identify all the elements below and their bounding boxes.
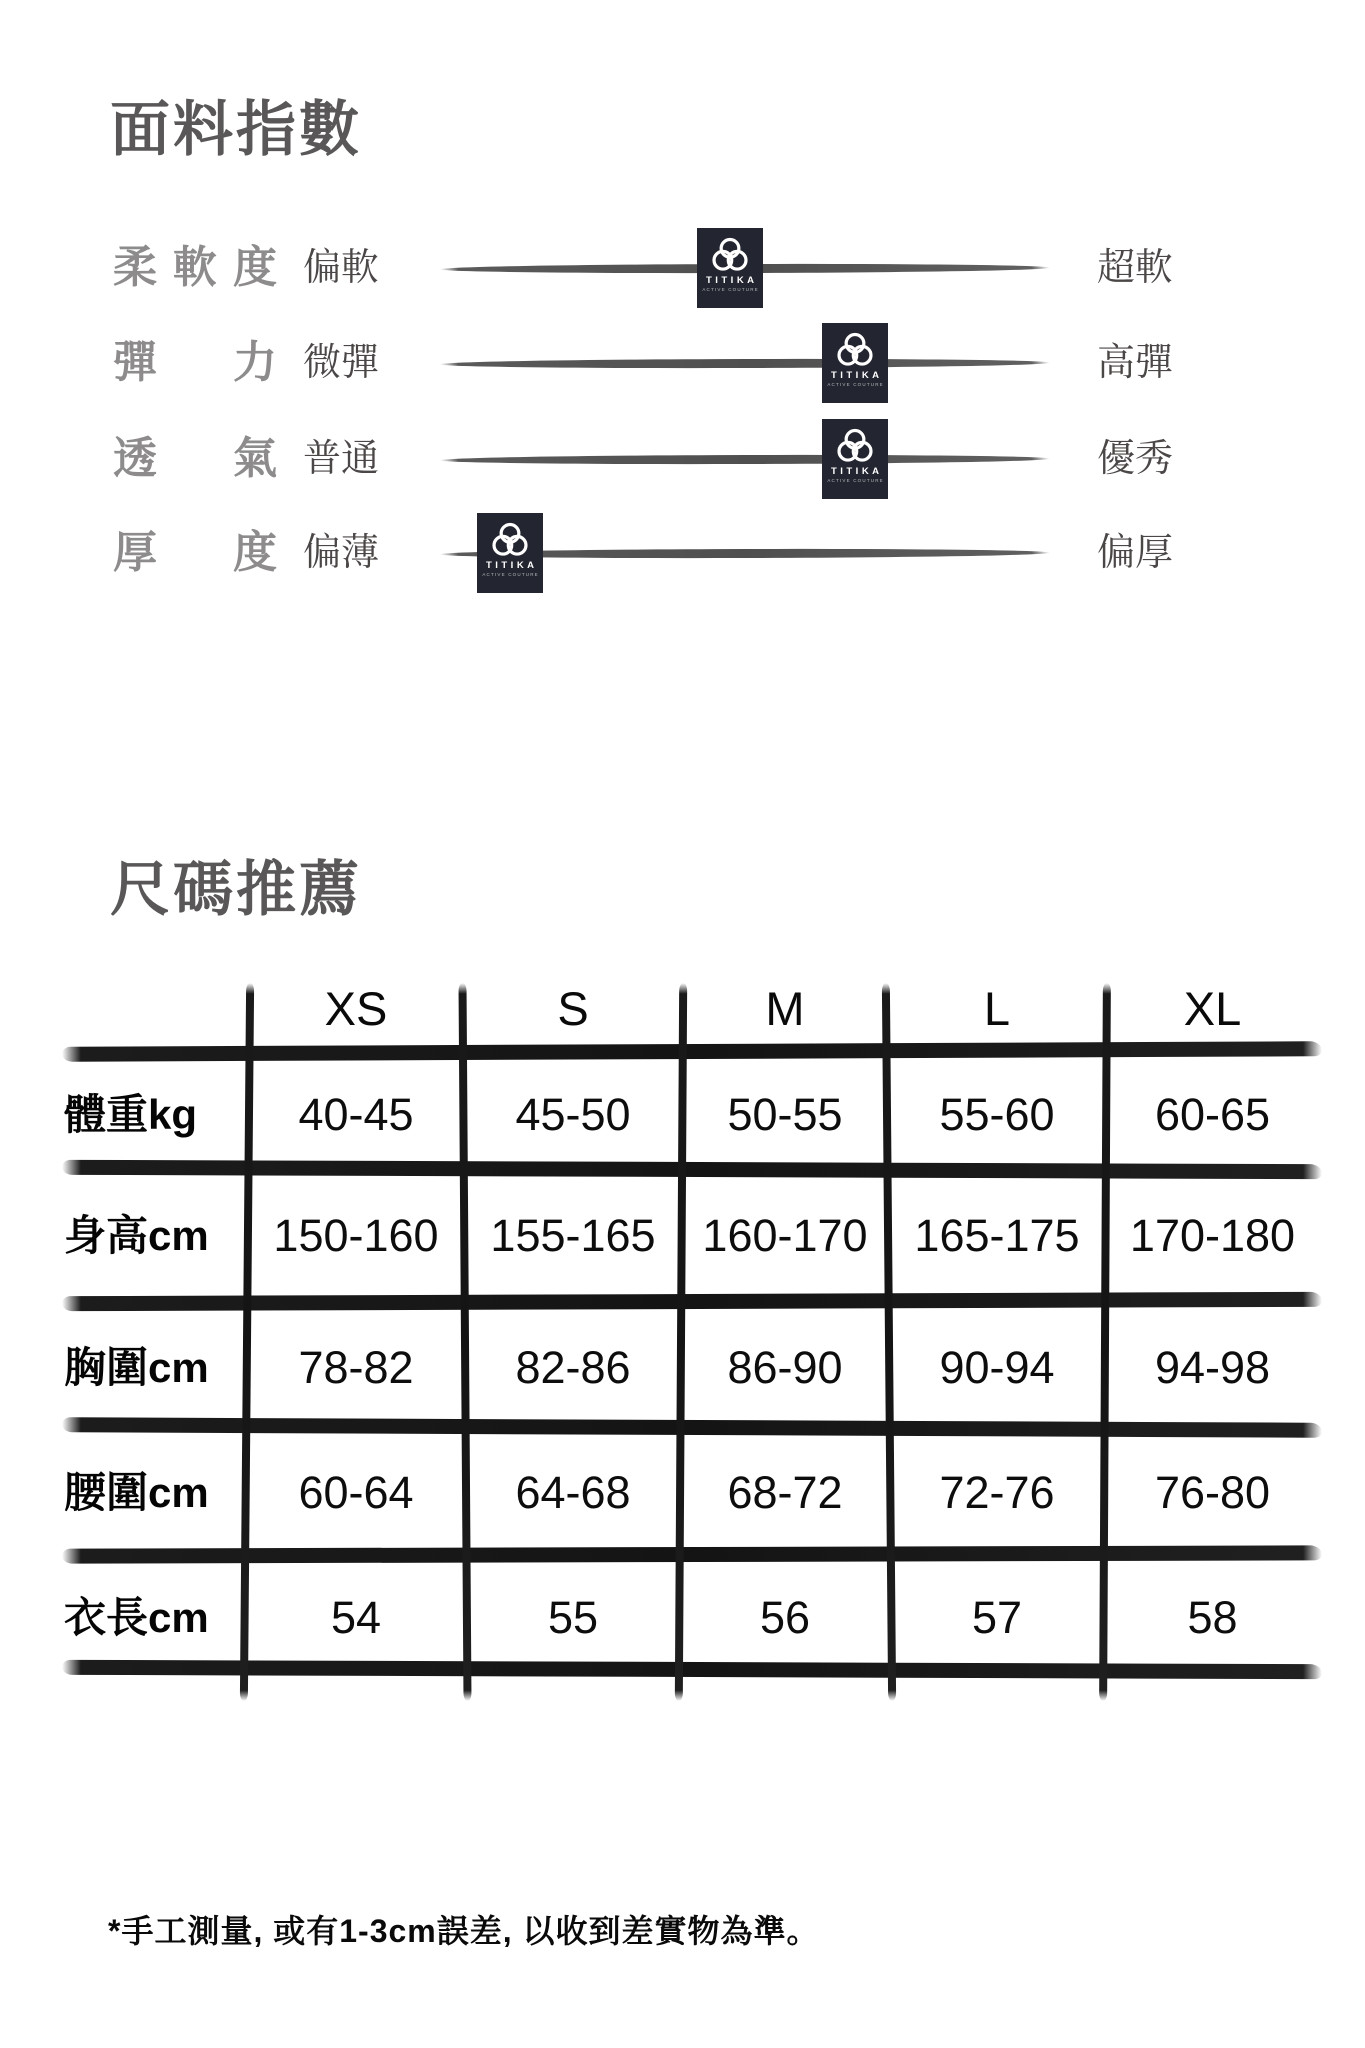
slider-track <box>440 358 1050 369</box>
size-cell: 72-76 <box>939 1467 1055 1518</box>
titika-marker-badge <box>478 514 542 592</box>
size-cell: 58 <box>1187 1592 1238 1643</box>
titika-trefoil-icon <box>711 236 749 274</box>
brand-name: TITIKA <box>830 370 883 381</box>
brand-tagline: ACTIVE COUTURE <box>827 478 884 483</box>
row-label-waist: 腰圍cm <box>64 1469 209 1516</box>
size-cell: 54 <box>330 1592 382 1643</box>
titika-trefoil-icon <box>491 521 529 559</box>
size-cell: 55 <box>547 1592 599 1643</box>
size-cell: 45-50 <box>515 1089 631 1140</box>
fabric-row-breathability <box>0 420 1365 498</box>
fabric-metric-label: 彈 力 <box>113 338 281 387</box>
row-label-chest: 胸圍cm <box>64 1344 209 1391</box>
fabric-metric-label: 透 氣 <box>113 434 281 483</box>
size-section-title: 尺碼推薦 <box>110 856 362 923</box>
size-cell: 86-90 <box>727 1342 843 1393</box>
fabric-max-label: 偏厚 <box>1097 532 1174 574</box>
size-cell: 155-165 <box>490 1210 656 1261</box>
column-header-m: M <box>765 982 805 1035</box>
measurement-footnote: *手工測量, 或有1-3cm誤差, 以收到差實物為準。 <box>108 1913 820 1949</box>
size-cell: 150-160 <box>273 1210 439 1261</box>
size-cell: 76-80 <box>1154 1467 1271 1518</box>
size-cell: 68-72 <box>727 1467 843 1518</box>
fabric-max-label: 高彈 <box>1097 342 1174 384</box>
fabric-section-title: 面料指數 <box>110 96 362 163</box>
brand-name: TITIKA <box>705 275 758 286</box>
fabric-max-label: 優秀 <box>1097 438 1174 480</box>
size-cell: 170-180 <box>1129 1210 1296 1261</box>
table-horizontal-line <box>62 1545 1322 1563</box>
table-horizontal-line <box>62 1660 1322 1679</box>
size-cell: 82-86 <box>515 1342 631 1393</box>
size-cell: 56 <box>759 1592 811 1643</box>
size-cell: 90-94 <box>939 1342 1055 1393</box>
column-header-s: S <box>557 982 589 1035</box>
size-cell: 94-98 <box>1154 1342 1271 1393</box>
size-cell: 57 <box>971 1592 1023 1643</box>
size-cell: 40-45 <box>298 1089 414 1140</box>
size-cell: 165-175 <box>914 1210 1080 1261</box>
fabric-row-softness <box>0 229 1365 307</box>
brand-name: TITIKA <box>485 560 538 571</box>
titika-marker-badge <box>823 324 887 402</box>
size-cell: 60-64 <box>298 1467 414 1518</box>
table-horizontal-line <box>62 1417 1322 1437</box>
titika-trefoil-icon <box>836 427 874 465</box>
fabric-row-elasticity <box>0 324 1365 402</box>
size-cell: 160-170 <box>702 1210 868 1261</box>
fabric-metric-label: 柔軟度 <box>113 243 281 292</box>
size-cell: 60-65 <box>1154 1089 1271 1140</box>
column-header-xl: XL <box>1183 982 1242 1035</box>
fabric-min-label: 普通 <box>303 438 380 480</box>
size-cell: 64-68 <box>515 1467 631 1518</box>
row-label-garment-length: 衣長cm <box>64 1594 209 1641</box>
fabric-max-label: 超軟 <box>1097 247 1174 289</box>
fabric-min-label: 偏薄 <box>303 532 380 574</box>
brand-tagline: ACTIVE COUTURE <box>827 382 884 387</box>
brand-name: TITIKA <box>830 466 883 477</box>
fabric-row-thickness <box>0 514 1365 592</box>
titika-marker-badge <box>823 420 887 498</box>
fabric-min-label: 微彈 <box>303 342 380 384</box>
fabric-metric-label: 厚 度 <box>113 528 281 577</box>
brand-tagline: ACTIVE COUTURE <box>482 572 539 577</box>
slider-track <box>440 454 1050 465</box>
fabric-min-label: 偏軟 <box>303 247 380 289</box>
size-cell: 55-60 <box>939 1089 1055 1140</box>
size-cell: 50-55 <box>727 1089 843 1140</box>
brand-tagline: ACTIVE COUTURE <box>702 287 759 292</box>
size-cell: 78-82 <box>298 1342 414 1393</box>
column-header-xs: XS <box>324 982 388 1035</box>
row-label-height: 身高cm <box>64 1212 209 1259</box>
row-label-weight: 體重kg <box>64 1091 198 1138</box>
column-header-l: L <box>983 982 1011 1035</box>
titika-marker-badge <box>698 229 762 307</box>
titika-trefoil-icon <box>836 331 874 369</box>
